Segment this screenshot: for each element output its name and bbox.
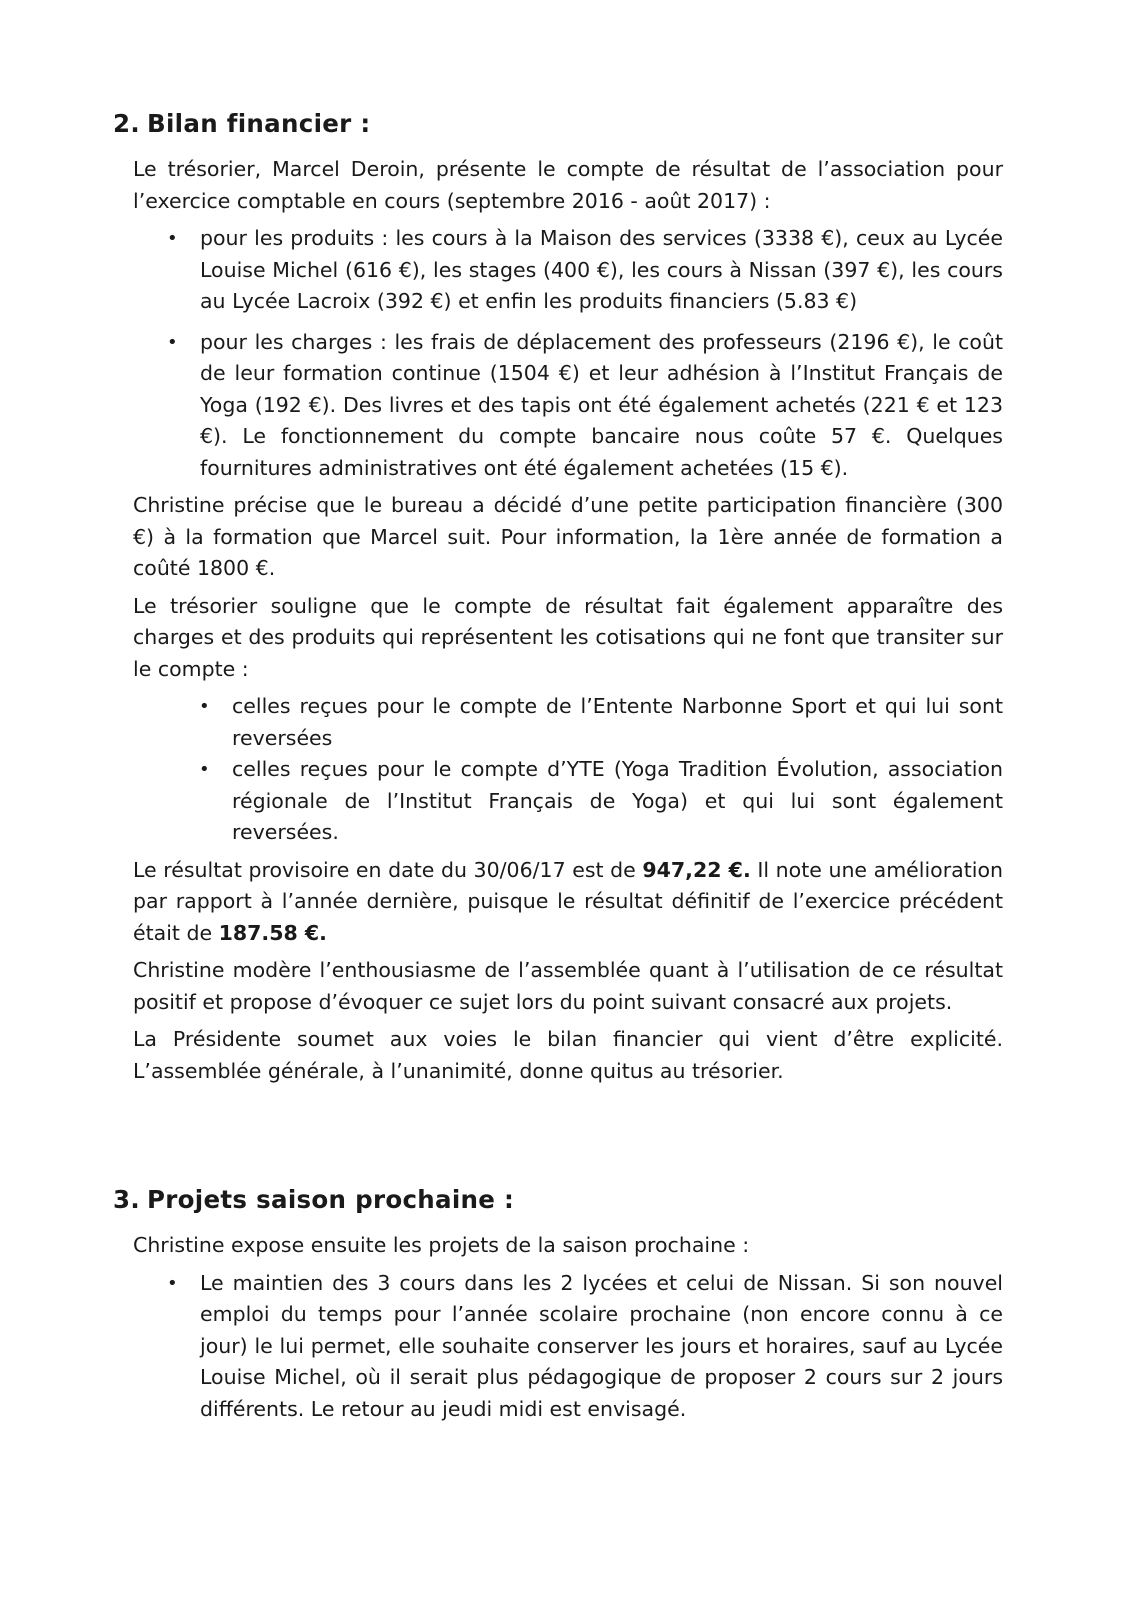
list-item (167, 1268, 1003, 1426)
list-item (199, 691, 1003, 754)
previous-result-value: 187.58 €. (218, 920, 327, 945)
section-heading-bilan (113, 108, 371, 140)
section-number: 2. (113, 109, 140, 138)
cotisations-paragraph: Le trésorier souligne que le compte de résultat fait également apparaître des charges et des produits qui représentent les cotisations qui ne font que transiter sur le compte : (133, 593, 1003, 681)
bullet-icon: • (167, 1272, 178, 1294)
list-item-text: pour les charges : les frais de déplacement des professeurs (2196 €), le coût de leur formation continue (1504 €) et leur adhésion à l’Institut Français de Yoga (192 €). Des livres et des tapis ont été également achetés (221 € et 123 €). Le fonctionnement du compte bancaire nous coûte 57 €. Quelques fournitures administratives ont été également achetées (15 €). (200, 329, 1003, 480)
list-item-text: pour les produits : les cours à la Maison des services (3338 €), ceux au Lycée Louise Michel (616 €), les stages (400 €), les cours à Nissan (397 €), les cours au Lycée Lacroix (392 €) et enfin les produits financiers (5.83 €) (200, 226, 1003, 313)
result-paragraph (133, 855, 1003, 950)
bullet-icon: • (199, 759, 210, 780)
bullet-icon: • (167, 228, 178, 249)
result-text-middle: Il note une amélioration par rapport à l’année dernière, puisque le résultat définitif de l’exercice précédent était de (133, 857, 1003, 945)
projects-list (167, 1268, 1003, 1426)
result-value: 947,22 €. (642, 857, 751, 882)
section-body-projets (133, 1230, 1003, 1425)
vote-paragraph: La Présidente soumet aux voies le bilan financier qui vient d’être explicité. L’assemblée générale, à l’unanimité, donne quitus au trésorier. (133, 1027, 1003, 1083)
list-item-text: celles reçues pour le compte d’YTE (Yoga Tradition Évolution, association régionale de l’Institut Français de Yoga) et qui lui sont également reversées. (232, 757, 1003, 844)
charges-products-list (167, 223, 1003, 484)
list-item (167, 223, 1003, 318)
section-body-bilan (133, 154, 1003, 1087)
list-item-text: Le maintien des 3 cours dans les 2 lycées et celui de Nissan. Si son nouvel emploi du temps pour l’année scolaire prochaine (non encore connu à ce jour) le lui permet, elle souhaite conserver les jours et horaires, sauf au Lycée Louise Michel, où il serait plus pédagogique de proposer 2 cours sur 2 jours différents. Le retour au jeudi midi est envisagé. (200, 1270, 1003, 1421)
intro-paragraph: Le trésorier, Marcel Deroin, présente le compte de résultat de l’association pour l’exercice comptable en cours (septembre 2016 - août 2017) : (133, 157, 1003, 213)
section-heading-projets (113, 1184, 514, 1216)
projects-intro: Christine expose ensuite les projets de la saison prochaine : (133, 1233, 750, 1257)
enthusiasm-paragraph: Christine modère l’enthousiasme de l’assemblée quant à l’utilisation de ce résultat positif et propose d’évoquer ce sujet lors du point suivant consacré aux projets. (133, 958, 1003, 1014)
list-item-text: celles reçues pour le compte de l’Entente Narbonne Sport et qui lui sont reversées (232, 694, 1003, 750)
result-text-start: Le résultat provisoire en date du 30/06/17 est de (133, 857, 643, 882)
bullet-icon: • (167, 331, 178, 353)
section-title: Bilan financier : (147, 109, 371, 138)
cotisations-list (199, 691, 1003, 849)
section-title: Projets saison prochaine : (147, 1185, 515, 1214)
bullet-icon: • (199, 696, 210, 717)
section-number: 3. (113, 1185, 140, 1214)
christine-paragraph: Christine précise que le bureau a décidé d’une petite participation financière (300 €) à la formation que Marcel suit. Pour information, la 1ère année de formation a coûté 1800 €. (133, 493, 1003, 580)
list-item (167, 327, 1003, 485)
list-item (199, 754, 1003, 849)
